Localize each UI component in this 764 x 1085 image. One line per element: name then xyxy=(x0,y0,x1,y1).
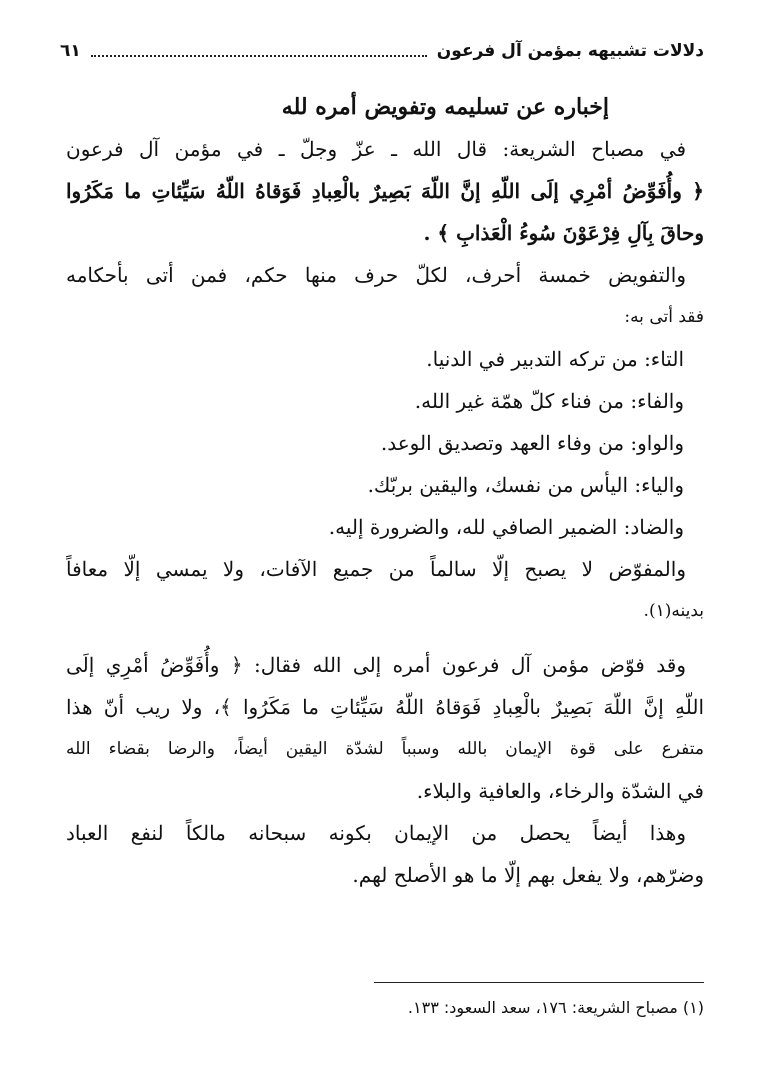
page-body xyxy=(66,86,704,896)
page-header xyxy=(60,36,704,66)
list-item: والفاء: من فناء كلّ همّة غير الله. xyxy=(414,389,684,413)
quran-verse-line: وحاقَ بِآلِ فِرْعَوْنَ سُوءُ الْعَذابِ ﴾ . xyxy=(423,221,704,245)
text-line: في الشدّة والرخاء، والعافية والبلاء. xyxy=(416,779,704,803)
list-item: والضاد: الضمير الصافي لله، والضرورة إليه. xyxy=(328,515,684,539)
list-item: والياء: اليأس من نفسك، واليقين بربّك. xyxy=(367,473,684,497)
running-title: دلالات تشبيهه بمؤمن آل فرعون xyxy=(436,41,704,61)
paragraph-gap xyxy=(66,632,704,644)
text-line: وضرّهم، ولا يفعل بهم إلّا ما هو الأصلح لهم. xyxy=(352,863,704,887)
list-item: والواو: من وفاء العهد وتصديق الوعد. xyxy=(380,431,684,455)
text-line: والمفوّض لا يصبح إلّا سالماً من جميع الآفات، ولا يمسي إلّا معافاً xyxy=(66,557,686,581)
text-line: وهذا أيضاً يحصل من الإيمان بكونه سبحانه مالكاً لنفع العباد xyxy=(66,821,686,845)
quran-verse-line: ﴿ وأُفَوِّضُ أمْرِي إلَى اللّهِ إنَّ اللّهَ بَصِيرٌ بالْعِبادِ فَوَقاهُ اللّهُ سَيِّئاتِ ما مَكَرُوا xyxy=(66,179,704,203)
text-line: وقد فوّض مؤمن آل فرعون أمره إلى الله فقال: ﴿ وأُفَوِّضُ أمْرِي إلَى xyxy=(66,653,686,677)
page-number: ٦١ xyxy=(60,41,81,61)
text-line: اللّهِ إنَّ اللّهَ بَصِيرٌ بالْعِبادِ فَوَقاهُ اللّهُ سَيِّئاتِ ما مَكَرُوا ﴾، ولا ريب أنّ هذا xyxy=(66,695,704,719)
text-line: متفرع على قوة الإيمان بالله وسبباً لشدّة اليقين أيضاً، والرضا بقضاء الله xyxy=(66,739,704,759)
list-item: التاء: من تركه التدبير في الدنيا. xyxy=(426,347,684,371)
footnote-rule xyxy=(374,982,704,983)
text-line: في مصباح الشريعة: قال الله ـ عزّ وجلّ ـ في مؤمن آل فرعون xyxy=(66,137,686,161)
text-line: فقد أتى به: xyxy=(624,307,704,327)
dotted-leader xyxy=(91,55,427,57)
footnote: (١) مصباح الشريعة: ١٧٦، سعد السعود: ١٣٣. xyxy=(407,998,704,1017)
text-line: والتفويض خمسة أحرف، لكلّ حرف منها حكم، فمن أتى بأحكامه xyxy=(66,263,686,287)
section-heading: إخباره عن تسليمه وتفويض أمره لله xyxy=(281,94,609,120)
text-line: بدينه(١). xyxy=(643,601,704,621)
